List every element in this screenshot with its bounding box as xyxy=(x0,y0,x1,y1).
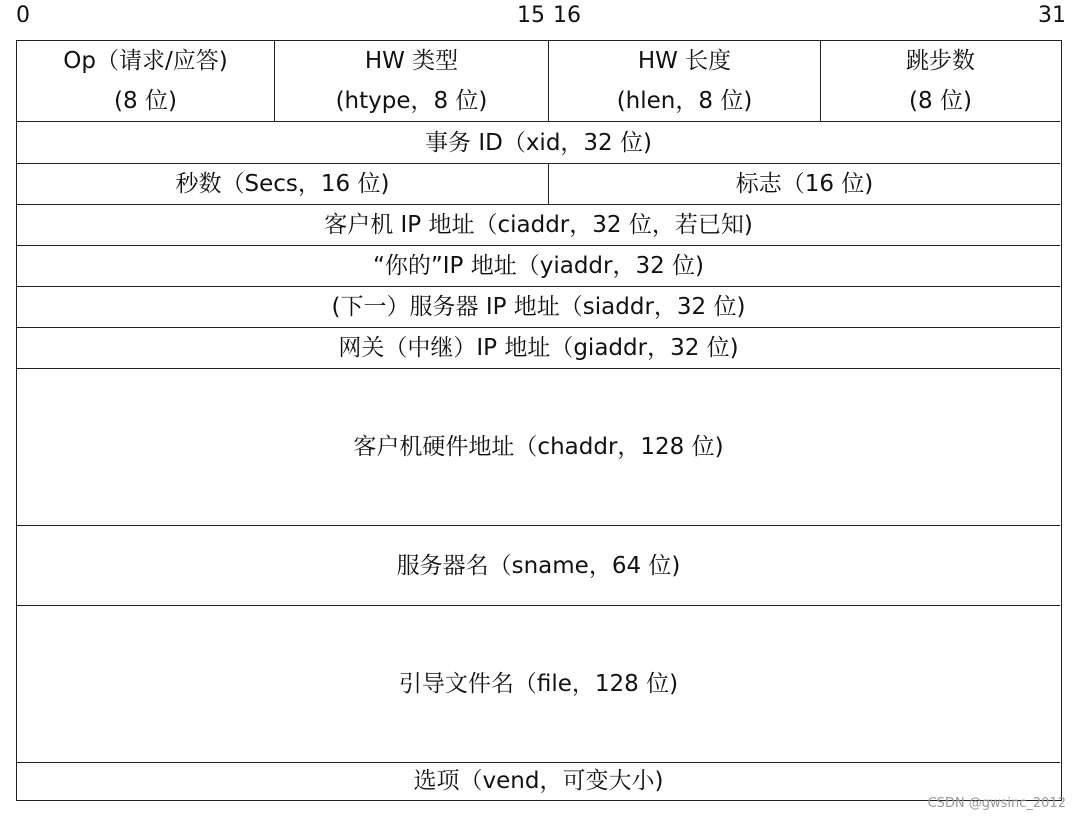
field-file: 引导文件名（file，128 位) xyxy=(17,606,1060,763)
field-hlen-size: (hlen，8 位) xyxy=(616,88,753,114)
field-htype-size: (htype，8 位) xyxy=(335,88,488,114)
field-hlen xyxy=(549,41,821,122)
field-ciaddr: 客户机 IP 地址（ciaddr，32 位，若已知) xyxy=(17,205,1060,246)
field-giaddr: 网关（中继）IP 地址（giaddr，32 位) xyxy=(17,328,1060,369)
field-siaddr: (下一）服务器 IP 地址（siaddr，32 位) xyxy=(17,287,1060,328)
bit-label-31: 31 xyxy=(1038,3,1066,28)
field-vend: 选项（vend，可变大小) xyxy=(413,768,664,794)
field-htype-name: HW 类型 xyxy=(364,48,459,74)
field-hops-name: 跳步数 xyxy=(906,48,975,74)
field-htype xyxy=(275,41,549,122)
field-op-name: Op（请求/应答) xyxy=(63,48,228,74)
dhcp-packet-format-table xyxy=(16,40,1062,801)
field-hops xyxy=(821,41,1060,122)
watermark: CSDN @gwsinc_2012 xyxy=(927,796,1066,811)
field-sname: 服务器名（sname，64 位) xyxy=(17,526,1060,606)
field-yiaddr: “你的”IP 地址（yiaddr，32 位) xyxy=(17,246,1060,287)
field-xid: 事务 ID（xid，32 位) xyxy=(17,122,1060,164)
field-op-size: (8 位) xyxy=(114,88,177,114)
bit-label-16: 16 xyxy=(553,3,581,28)
bit-label-15: 15 xyxy=(517,3,545,28)
field-hops-size: (8 位) xyxy=(909,88,972,114)
bit-label-0: 0 xyxy=(16,3,30,28)
field-chaddr: 客户机硬件地址（chaddr，128 位) xyxy=(17,369,1060,526)
field-op xyxy=(17,41,275,122)
field-flags: 标志（16 位) xyxy=(549,164,1060,205)
field-secs: 秒数（Secs，16 位) xyxy=(17,164,549,205)
field-hlen-name: HW 长度 xyxy=(637,48,732,74)
